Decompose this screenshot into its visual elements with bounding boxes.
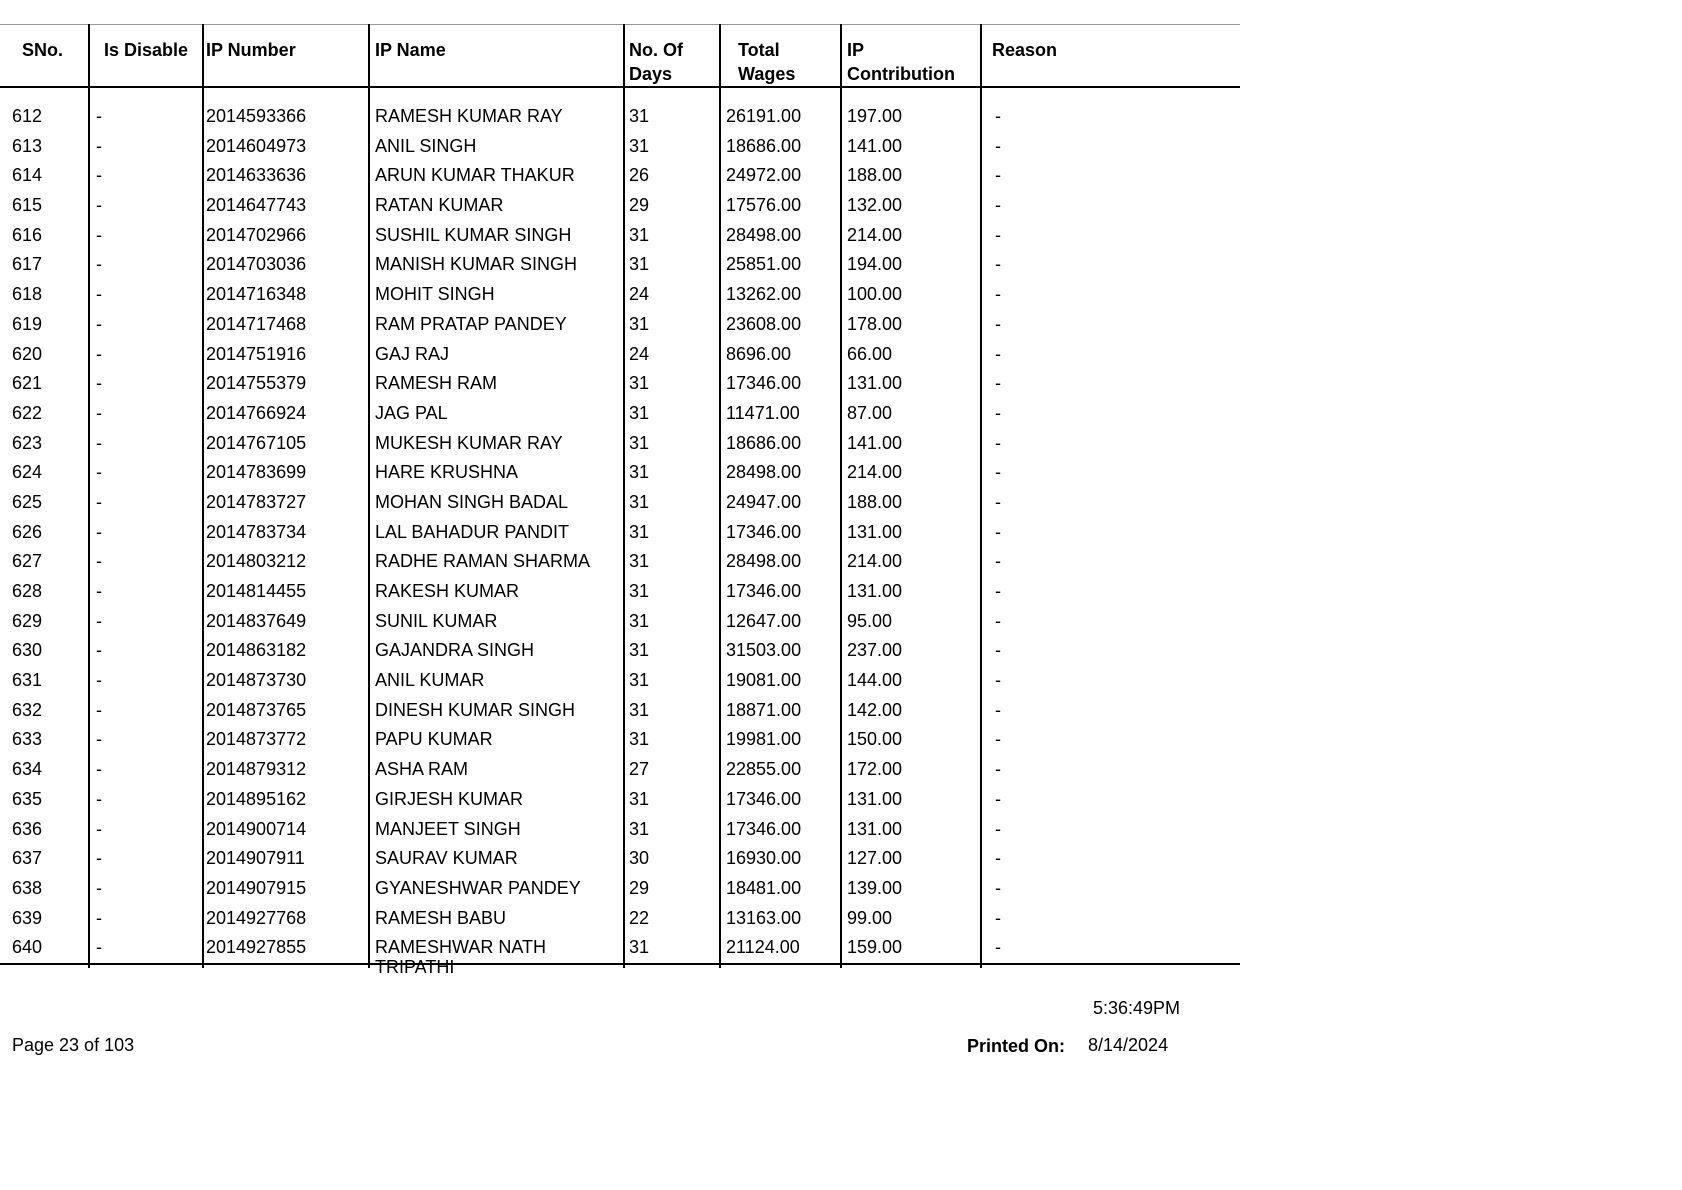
cell-ip-number: 2014927768 [206, 907, 307, 928]
cell-reason: - [995, 729, 1001, 750]
table-row [0, 250, 1240, 280]
cell-ip-contribution: 237.00 [847, 640, 903, 661]
cell-ip-number: 2014783727 [206, 491, 307, 512]
table-row [0, 725, 1240, 755]
cell-reason: - [995, 907, 1001, 928]
cell-days: 31 [629, 373, 650, 394]
header-ip-number: IP Number [206, 40, 296, 60]
cell-is-disable: - [96, 759, 102, 780]
cell-ip-name: MOHIT SINGH [375, 284, 495, 305]
cell-ip-name: RAMESH KUMAR RAY [375, 106, 563, 126]
cell-ip-number: 2014814455 [206, 581, 307, 601]
cell-days: 31 [629, 224, 650, 245]
cell-ip-contribution: 159.00 [847, 937, 903, 958]
table-row [0, 666, 1240, 696]
cell-ip-number: 2014895162 [206, 788, 307, 809]
cell-ip-name: MANISH KUMAR SINGH [375, 254, 578, 275]
cell-days: 31 [629, 521, 650, 542]
cell-ip-contribution: 197.00 [847, 106, 903, 126]
cell-ip-contribution: 95.00 [847, 610, 893, 631]
cell-ip-number: 2014702966 [206, 224, 307, 245]
cell-ip-name: GAJANDRA SINGH [375, 640, 535, 661]
cell-total-wages: 24947.00 [726, 491, 802, 512]
cell-total-wages: 12647.00 [726, 610, 802, 631]
cell-ip-contribution: 142.00 [847, 699, 903, 720]
cell-sno: 612 [12, 106, 43, 126]
cell-ip-number: 2014751916 [206, 343, 307, 364]
table-row [0, 607, 1240, 637]
header-ip-name: IP Name [375, 40, 446, 60]
cell-ip-contribution: 214.00 [847, 551, 903, 572]
cell-ip-number: 2014604973 [206, 135, 307, 156]
cell-ip-name: RAMESH RAM [375, 373, 498, 394]
cell-reason: - [995, 462, 1001, 483]
cell-total-wages: 28498.00 [726, 224, 802, 245]
cell-reason: - [995, 848, 1001, 869]
table-row [0, 458, 1240, 488]
cell-sno: 633 [12, 729, 43, 750]
cell-is-disable: - [96, 640, 102, 661]
cell-reason: - [995, 551, 1001, 572]
cell-reason: - [995, 135, 1001, 156]
cell-ip-number: 2014927855 [206, 937, 307, 958]
cell-reason: - [995, 195, 1001, 216]
cell-days: 22 [629, 907, 650, 928]
table-row [0, 874, 1240, 904]
cell-ip-number: 2014873730 [206, 670, 307, 691]
cell-total-wages: 18686.00 [726, 135, 802, 156]
cell-ip-contribution: 188.00 [847, 491, 903, 512]
cell-sno: 631 [12, 670, 43, 691]
cell-ip-name: SUSHIL KUMAR SINGH [375, 224, 572, 245]
table-row [0, 340, 1240, 370]
cell-days: 31 [629, 670, 650, 691]
table-row [0, 755, 1240, 785]
cell-is-disable: - [96, 402, 102, 423]
cell-reason: - [995, 373, 1001, 394]
table-row [0, 399, 1240, 429]
cell-ip-contribution: 127.00 [847, 848, 903, 869]
cell-is-disable: - [96, 224, 102, 245]
cell-total-wages: 17346.00 [726, 581, 802, 601]
cell-reason: - [995, 699, 1001, 720]
cell-ip-contribution: 100.00 [847, 284, 903, 305]
cell-days: 31 [629, 818, 650, 839]
cell-total-wages: 17346.00 [726, 818, 802, 839]
cell-reason: - [995, 313, 1001, 334]
cell-reason: - [995, 106, 1001, 126]
cell-ip-contribution: 132.00 [847, 195, 903, 216]
cell-sno: 624 [12, 462, 43, 483]
cell-ip-contribution: 66.00 [847, 343, 893, 364]
cell-ip-number: 2014863182 [206, 640, 307, 661]
cell-ip-contribution: 194.00 [847, 254, 903, 275]
cell-reason: - [995, 343, 1001, 364]
cell-is-disable: - [96, 343, 102, 364]
table-row [0, 696, 1240, 726]
cell-total-wages: 18871.00 [726, 699, 802, 720]
cell-ip-name: HARE KRUSHNA [375, 462, 519, 483]
cell-total-wages: 16930.00 [726, 848, 802, 869]
cell-days: 31 [629, 491, 650, 512]
cell-ip-name: DINESH KUMAR SINGH [375, 699, 576, 720]
cell-total-wages: 25851.00 [726, 254, 802, 275]
cell-ip-contribution: 99.00 [847, 907, 893, 928]
cell-is-disable: - [96, 581, 102, 601]
cell-sno: 617 [12, 254, 43, 275]
cell-is-disable: - [96, 610, 102, 631]
cell-ip-name: GAJ RAJ [375, 343, 450, 364]
cell-total-wages: 31503.00 [726, 640, 802, 661]
cell-is-disable: - [96, 729, 102, 750]
cell-total-wages: 13163.00 [726, 907, 802, 928]
cell-days: 24 [629, 284, 650, 305]
cell-ip-name: RADHE RAMAN SHARMA [375, 551, 591, 572]
header-contribution-line2: Contribution [847, 64, 955, 84]
cell-ip-name: ASHA RAM [375, 759, 469, 780]
cell-ip-number: 2014647743 [206, 195, 307, 216]
cell-reason: - [995, 254, 1001, 275]
cell-sno: 619 [12, 313, 43, 334]
cell-sno: 618 [12, 284, 43, 305]
cell-ip-number: 2014755379 [206, 373, 307, 394]
cell-is-disable: - [96, 165, 102, 186]
cell-sno: 623 [12, 432, 43, 453]
cell-ip-contribution: 131.00 [847, 373, 903, 394]
cell-sno: 640 [12, 937, 43, 958]
cell-days: 30 [629, 848, 650, 869]
cell-is-disable: - [96, 432, 102, 453]
cell-sno: 639 [12, 907, 43, 928]
cell-ip-contribution: 141.00 [847, 135, 903, 156]
cell-days: 31 [629, 135, 650, 156]
table-row [0, 488, 1240, 518]
cell-total-wages: 22855.00 [726, 759, 802, 780]
cell-is-disable: - [96, 551, 102, 572]
cell-total-wages: 8696.00 [726, 343, 792, 364]
cell-ip-number: 2014766924 [206, 402, 307, 423]
cell-total-wages: 17346.00 [726, 521, 802, 542]
cell-ip-number: 2014837649 [206, 610, 307, 631]
cell-sno: 634 [12, 759, 43, 780]
cell-sno: 635 [12, 788, 43, 809]
cell-ip-contribution: 131.00 [847, 521, 903, 542]
cell-ip-number: 2014879312 [206, 759, 307, 780]
table-row [0, 161, 1240, 191]
cell-reason: - [995, 521, 1001, 542]
cell-ip-name: LAL BAHADUR PANDIT [375, 521, 570, 542]
cell-reason: - [995, 432, 1001, 453]
cell-is-disable: - [96, 135, 102, 156]
cell-is-disable: - [96, 670, 102, 691]
cell-reason: - [995, 581, 1001, 601]
cell-reason: - [995, 402, 1001, 423]
table-bottom-rule [0, 963, 1240, 965]
cell-days: 31 [629, 937, 650, 958]
table-row [0, 191, 1240, 221]
cell-total-wages: 18481.00 [726, 877, 802, 898]
cell-ip-name: MOHAN SINGH BADAL [375, 491, 569, 512]
cell-ip-number: 2014873765 [206, 699, 307, 720]
table-row [0, 785, 1240, 815]
cell-total-wages: 26191.00 [726, 106, 802, 126]
cell-ip-name: ANIL SINGH [375, 135, 477, 156]
cell-total-wages: 24972.00 [726, 165, 802, 186]
cell-ip-contribution: 144.00 [847, 670, 903, 691]
cell-days: 29 [629, 195, 650, 216]
cell-ip-contribution: 214.00 [847, 462, 903, 483]
cell-ip-name: JAG PAL [375, 402, 448, 423]
cell-sno: 616 [12, 224, 43, 245]
cell-ip-number: 2014783699 [206, 462, 307, 483]
cell-ip-number: 2014593366 [206, 106, 307, 126]
cell-sno: 621 [12, 373, 43, 394]
table-row [0, 132, 1240, 162]
cell-ip-name: PAPU KUMAR [375, 729, 493, 750]
cell-days: 31 [629, 432, 650, 453]
table-row [0, 904, 1240, 934]
cell-reason: - [995, 165, 1001, 186]
cell-reason: - [995, 759, 1001, 780]
page-number: Page 23 of 103 [12, 1035, 135, 1055]
cell-sno: 627 [12, 551, 43, 572]
cell-ip-name: ANIL KUMAR [375, 670, 485, 691]
cell-days: 29 [629, 877, 650, 898]
cell-is-disable: - [96, 877, 102, 898]
cell-total-wages: 19081.00 [726, 670, 802, 691]
cell-sno: 622 [12, 402, 43, 423]
cell-ip-name: RATAN KUMAR [375, 195, 504, 216]
cell-is-disable: - [96, 491, 102, 512]
cell-sno: 630 [12, 640, 43, 661]
cell-sno: 629 [12, 610, 43, 631]
cell-days: 31 [629, 610, 650, 631]
cell-sno: 637 [12, 848, 43, 869]
cell-total-wages: 18686.00 [726, 432, 802, 453]
cell-ip-name: MUKESH KUMAR RAY [375, 432, 563, 453]
table-row [0, 221, 1240, 251]
cell-ip-name: SAURAV KUMAR [375, 848, 518, 869]
printed-on-date: 8/14/2024 [1088, 1035, 1169, 1055]
cell-total-wages: 19981.00 [726, 729, 802, 750]
cell-ip-number: 2014717468 [206, 313, 307, 334]
cell-is-disable: - [96, 818, 102, 839]
cell-ip-contribution: 139.00 [847, 877, 903, 898]
cell-ip-name: SUNIL KUMAR [375, 610, 498, 631]
cell-total-wages: 13262.00 [726, 284, 802, 305]
cell-ip-contribution: 150.00 [847, 729, 903, 750]
cell-days: 31 [629, 254, 650, 275]
header-sno: SNo. [22, 40, 64, 60]
cell-ip-number: 2014767105 [206, 432, 307, 453]
cell-sno: 615 [12, 195, 43, 216]
cell-ip-name: GIRJESH KUMAR [375, 788, 524, 809]
cell-ip-name: GYANESHWAR PANDEY [375, 877, 581, 898]
cell-reason: - [995, 284, 1001, 305]
cell-is-disable: - [96, 937, 102, 958]
cell-is-disable: - [96, 848, 102, 869]
cell-days: 31 [629, 581, 650, 601]
cell-ip-number: 2014873772 [206, 729, 307, 750]
cell-ip-name: RAM PRATAP PANDEY [375, 313, 567, 334]
cell-days: 31 [629, 640, 650, 661]
cell-total-wages: 28498.00 [726, 462, 802, 483]
cell-ip-name: RAMESHWAR NATH [375, 937, 546, 958]
cell-is-disable: - [96, 462, 102, 483]
cell-total-wages: 17346.00 [726, 788, 802, 809]
cell-total-wages: 28498.00 [726, 551, 802, 572]
cell-total-wages: 17346.00 [726, 373, 802, 394]
cell-sno: 625 [12, 491, 43, 512]
cell-ip-contribution: 214.00 [847, 224, 903, 245]
cell-is-disable: - [96, 284, 102, 305]
cell-days: 24 [629, 343, 650, 364]
cell-ip-contribution: 178.00 [847, 313, 903, 334]
cell-is-disable: - [96, 106, 102, 126]
cell-ip-contribution: 131.00 [847, 818, 903, 839]
cell-ip-number: 2014783734 [206, 521, 307, 542]
cell-ip-contribution: 141.00 [847, 432, 903, 453]
header-contribution-line1: IP [847, 40, 865, 60]
header-wages-line1: Total [738, 40, 780, 60]
cell-total-wages: 23608.00 [726, 313, 802, 334]
cell-reason: - [995, 788, 1001, 809]
cell-is-disable: - [96, 788, 102, 809]
cell-days: 31 [629, 551, 650, 572]
cell-days: 31 [629, 699, 650, 720]
cell-is-disable: - [96, 195, 102, 216]
table-row [0, 933, 1240, 978]
cell-total-wages: 11471.00 [726, 402, 800, 423]
cell-days: 31 [629, 729, 650, 750]
cell-days: 31 [629, 462, 650, 483]
cell-days: 31 [629, 788, 650, 809]
cell-is-disable: - [96, 254, 102, 275]
header-days-line2: Days [629, 64, 673, 84]
cell-ip-number: 2014703036 [206, 254, 307, 275]
table-row [0, 636, 1240, 666]
cell-ip-name-continued: TRIPATHI [375, 957, 455, 978]
cell-ip-number: 2014803212 [206, 551, 307, 572]
printed-on-label: Printed On: [967, 1036, 1065, 1056]
cell-ip-name: MANJEET SINGH [375, 818, 521, 839]
cell-is-disable: - [96, 907, 102, 928]
cell-days: 31 [629, 313, 650, 334]
cell-total-wages: 21124.00 [726, 937, 800, 958]
cell-ip-contribution: 87.00 [847, 402, 893, 423]
header-wages-line2: Wages [738, 64, 796, 84]
cell-is-disable: - [96, 313, 102, 334]
cell-ip-name: RAKESH KUMAR [375, 581, 520, 601]
table-row [0, 577, 1240, 607]
cell-ip-number: 2014900714 [206, 818, 307, 839]
cell-days: 26 [629, 165, 650, 186]
cell-reason: - [995, 640, 1001, 661]
table-row [0, 310, 1240, 340]
table-row [0, 547, 1240, 577]
header-days-line1: No. Of [629, 40, 683, 60]
table-row [0, 815, 1240, 845]
header-reason: Reason [992, 40, 1058, 60]
table-row [0, 518, 1240, 548]
cell-ip-contribution: 188.00 [847, 165, 903, 186]
table-row [0, 102, 1240, 132]
cell-sno: 628 [12, 581, 43, 601]
cell-reason: - [995, 491, 1001, 512]
cell-is-disable: - [96, 373, 102, 394]
cell-ip-contribution: 131.00 [847, 788, 903, 809]
cell-days: 31 [629, 402, 650, 423]
cell-sno: 632 [12, 699, 43, 720]
cell-sno: 620 [12, 343, 43, 364]
cell-sno: 636 [12, 818, 43, 839]
cell-sno: 626 [12, 521, 43, 542]
cell-ip-name: RAMESH BABU [375, 907, 507, 928]
table-row [0, 844, 1240, 874]
cell-ip-contribution: 172.00 [847, 759, 903, 780]
footer-time: 5:36:49PM [1093, 998, 1181, 1018]
cell-total-wages: 17576.00 [726, 195, 802, 216]
cell-ip-number: 2014633636 [206, 165, 307, 186]
header-bottom-rule [0, 86, 1240, 88]
table-body [0, 102, 1240, 978]
cell-reason: - [995, 610, 1001, 631]
cell-is-disable: - [96, 699, 102, 720]
table-row [0, 369, 1240, 399]
cell-ip-number: 2014907915 [206, 877, 307, 898]
cell-reason: - [995, 670, 1001, 691]
cell-sno: 613 [12, 135, 43, 156]
cell-days: 31 [629, 106, 650, 126]
cell-ip-number: 2014907911 [206, 848, 305, 869]
cell-ip-number: 2014716348 [206, 284, 307, 305]
cell-days: 27 [629, 759, 650, 780]
table-top-rule [0, 24, 1240, 25]
cell-ip-name: ARUN KUMAR THAKUR [375, 165, 575, 186]
cell-sno: 638 [12, 877, 43, 898]
cell-reason: - [995, 224, 1001, 245]
cell-ip-contribution: 131.00 [847, 581, 903, 601]
header-is-disable: Is Disable [104, 40, 189, 60]
cell-reason: - [995, 877, 1001, 898]
cell-reason: - [995, 818, 1001, 839]
cell-reason: - [995, 937, 1001, 958]
cell-sno: 614 [12, 165, 43, 186]
table-row [0, 429, 1240, 459]
cell-is-disable: - [96, 521, 102, 542]
table-row [0, 280, 1240, 310]
